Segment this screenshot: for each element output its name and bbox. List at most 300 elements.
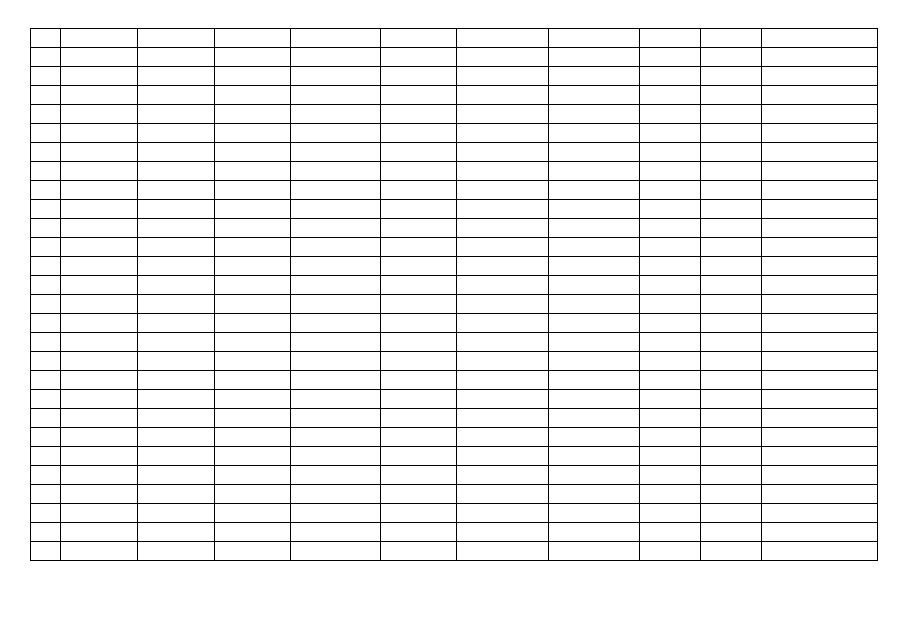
locality bbox=[457, 295, 549, 314]
street bbox=[549, 428, 640, 447]
house-number bbox=[640, 314, 701, 333]
row-number bbox=[31, 371, 61, 390]
district bbox=[291, 542, 381, 561]
table-row bbox=[31, 200, 878, 219]
row-number bbox=[31, 48, 61, 67]
row-number bbox=[31, 143, 61, 162]
cadastral-number-secondary bbox=[138, 504, 215, 523]
table-row bbox=[31, 48, 878, 67]
empty-cell bbox=[215, 409, 291, 428]
empty-cell bbox=[215, 333, 291, 352]
locality bbox=[457, 67, 549, 86]
district bbox=[291, 257, 381, 276]
extra-value bbox=[762, 238, 878, 257]
street bbox=[549, 48, 640, 67]
extra-value bbox=[762, 86, 878, 105]
cadastral-number bbox=[61, 352, 138, 371]
cadastral-number-secondary bbox=[138, 485, 215, 504]
house-number bbox=[640, 257, 701, 276]
empty-cell bbox=[215, 295, 291, 314]
cadastral-number bbox=[61, 105, 138, 124]
locality bbox=[457, 86, 549, 105]
house-number bbox=[640, 352, 701, 371]
empty-cell bbox=[215, 143, 291, 162]
locality bbox=[457, 29, 549, 48]
table-row bbox=[31, 238, 878, 257]
empty-cell bbox=[381, 48, 457, 67]
row-number bbox=[31, 257, 61, 276]
street bbox=[549, 485, 640, 504]
empty-cell bbox=[215, 219, 291, 238]
district bbox=[291, 48, 381, 67]
empty-cell bbox=[215, 124, 291, 143]
cadastral-number bbox=[61, 143, 138, 162]
cadastral-number bbox=[61, 390, 138, 409]
cadastral-number bbox=[61, 257, 138, 276]
street bbox=[549, 124, 640, 143]
table-row bbox=[31, 86, 878, 105]
extra-value bbox=[762, 29, 878, 48]
table-row bbox=[31, 276, 878, 295]
house-number bbox=[640, 523, 701, 542]
table-row bbox=[31, 409, 878, 428]
street bbox=[549, 390, 640, 409]
row-number bbox=[31, 124, 61, 143]
cadastral-number-secondary bbox=[138, 466, 215, 485]
row-number bbox=[31, 314, 61, 333]
street bbox=[549, 143, 640, 162]
cadastral-number-secondary bbox=[138, 257, 215, 276]
house-number bbox=[640, 542, 701, 561]
locality bbox=[457, 48, 549, 67]
empty-cell bbox=[701, 314, 762, 333]
empty-cell bbox=[215, 314, 291, 333]
locality bbox=[457, 257, 549, 276]
cadastral-number bbox=[61, 181, 138, 200]
empty-cell bbox=[701, 295, 762, 314]
cadastral-number-secondary bbox=[138, 162, 215, 181]
cadastral-number bbox=[61, 333, 138, 352]
empty-cell bbox=[381, 542, 457, 561]
empty-cell bbox=[215, 352, 291, 371]
district bbox=[291, 466, 381, 485]
district bbox=[291, 276, 381, 295]
extra-value bbox=[762, 485, 878, 504]
street bbox=[549, 67, 640, 86]
empty-cell bbox=[701, 67, 762, 86]
empty-cell bbox=[381, 181, 457, 200]
table-row bbox=[31, 105, 878, 124]
district bbox=[291, 238, 381, 257]
cadastral-number bbox=[61, 124, 138, 143]
empty-cell bbox=[701, 181, 762, 200]
extra-value bbox=[762, 105, 878, 124]
house-number bbox=[640, 428, 701, 447]
extra-value bbox=[762, 48, 878, 67]
table-row bbox=[31, 29, 878, 48]
house-number bbox=[640, 143, 701, 162]
table-row bbox=[31, 181, 878, 200]
cadastral-number-secondary bbox=[138, 333, 215, 352]
row-number bbox=[31, 86, 61, 105]
street bbox=[549, 257, 640, 276]
empty-cell bbox=[701, 504, 762, 523]
cadastral-number bbox=[61, 295, 138, 314]
empty-cell bbox=[215, 238, 291, 257]
house-number bbox=[640, 371, 701, 390]
cadastral-number-secondary bbox=[138, 352, 215, 371]
house-number bbox=[640, 504, 701, 523]
empty-cell bbox=[701, 523, 762, 542]
table-row bbox=[31, 257, 878, 276]
empty-cell bbox=[381, 390, 457, 409]
empty-cell bbox=[215, 29, 291, 48]
street bbox=[549, 276, 640, 295]
cadastral-number-secondary bbox=[138, 542, 215, 561]
empty-cell bbox=[215, 371, 291, 390]
house-number bbox=[640, 409, 701, 428]
cadastral-number bbox=[61, 200, 138, 219]
extra-value bbox=[762, 352, 878, 371]
cadastral-number bbox=[61, 523, 138, 542]
cadastral-number-secondary bbox=[138, 67, 215, 86]
extra-value bbox=[762, 314, 878, 333]
cadastral-number bbox=[61, 276, 138, 295]
empty-cell bbox=[701, 105, 762, 124]
extra-value bbox=[762, 295, 878, 314]
row-number bbox=[31, 447, 61, 466]
locality bbox=[457, 276, 549, 295]
empty-cell bbox=[215, 48, 291, 67]
empty-cell bbox=[701, 333, 762, 352]
cadastral-number-secondary bbox=[138, 409, 215, 428]
house-number bbox=[640, 485, 701, 504]
extra-value bbox=[762, 504, 878, 523]
cadastral-number-secondary bbox=[138, 447, 215, 466]
empty-cell bbox=[381, 162, 457, 181]
row-number bbox=[31, 333, 61, 352]
cadastral-number bbox=[61, 409, 138, 428]
empty-cell bbox=[215, 542, 291, 561]
extra-value bbox=[762, 219, 878, 238]
cadastral-number bbox=[61, 485, 138, 504]
street bbox=[549, 295, 640, 314]
empty-cell bbox=[701, 219, 762, 238]
cadastral-number-secondary bbox=[138, 523, 215, 542]
table-row bbox=[31, 162, 878, 181]
cadastral-number-secondary bbox=[138, 86, 215, 105]
street bbox=[549, 238, 640, 257]
table-row bbox=[31, 219, 878, 238]
street bbox=[549, 352, 640, 371]
empty-cell bbox=[381, 276, 457, 295]
locality bbox=[457, 466, 549, 485]
empty-cell bbox=[215, 257, 291, 276]
street bbox=[549, 409, 640, 428]
street bbox=[549, 181, 640, 200]
locality bbox=[457, 447, 549, 466]
street bbox=[549, 314, 640, 333]
empty-cell bbox=[381, 504, 457, 523]
table-row bbox=[31, 352, 878, 371]
empty-cell bbox=[381, 409, 457, 428]
cadastral-number-secondary bbox=[138, 219, 215, 238]
locality bbox=[457, 143, 549, 162]
extra-value bbox=[762, 523, 878, 542]
empty-cell bbox=[381, 333, 457, 352]
cadastral-number bbox=[61, 67, 138, 86]
empty-cell bbox=[215, 181, 291, 200]
empty-cell bbox=[215, 485, 291, 504]
empty-cell bbox=[381, 29, 457, 48]
street bbox=[549, 542, 640, 561]
row-number bbox=[31, 105, 61, 124]
locality bbox=[457, 523, 549, 542]
empty-cell bbox=[701, 162, 762, 181]
empty-cell bbox=[381, 485, 457, 504]
row-number bbox=[31, 352, 61, 371]
row-number bbox=[31, 466, 61, 485]
cadastral-number-secondary bbox=[138, 371, 215, 390]
extra-value bbox=[762, 257, 878, 276]
locality bbox=[457, 200, 549, 219]
house-number bbox=[640, 200, 701, 219]
cadastral-number-secondary bbox=[138, 105, 215, 124]
empty-cell bbox=[381, 466, 457, 485]
district bbox=[291, 333, 381, 352]
empty-cell bbox=[215, 200, 291, 219]
locality bbox=[457, 352, 549, 371]
district bbox=[291, 409, 381, 428]
table-row bbox=[31, 124, 878, 143]
extra-value bbox=[762, 542, 878, 561]
cadastral-number-secondary bbox=[138, 181, 215, 200]
district bbox=[291, 181, 381, 200]
extra-value bbox=[762, 162, 878, 181]
district bbox=[291, 200, 381, 219]
house-number bbox=[640, 48, 701, 67]
house-number bbox=[640, 466, 701, 485]
district bbox=[291, 390, 381, 409]
house-number bbox=[640, 219, 701, 238]
table-row bbox=[31, 143, 878, 162]
street bbox=[549, 523, 640, 542]
cadastral-number bbox=[61, 314, 138, 333]
cadastral-number-secondary bbox=[138, 200, 215, 219]
cadastral-number-secondary bbox=[138, 29, 215, 48]
street bbox=[549, 371, 640, 390]
empty-cell bbox=[215, 276, 291, 295]
empty-cell bbox=[381, 124, 457, 143]
cadastral-number bbox=[61, 447, 138, 466]
locality bbox=[457, 333, 549, 352]
district bbox=[291, 314, 381, 333]
house-number bbox=[640, 276, 701, 295]
locality bbox=[457, 314, 549, 333]
empty-cell bbox=[381, 105, 457, 124]
locality bbox=[457, 162, 549, 181]
empty-cell bbox=[701, 48, 762, 67]
extra-value bbox=[762, 390, 878, 409]
cadastral-number bbox=[61, 162, 138, 181]
extra-value bbox=[762, 200, 878, 219]
locality bbox=[457, 504, 549, 523]
street bbox=[549, 200, 640, 219]
extra-value bbox=[762, 67, 878, 86]
table-row bbox=[31, 542, 878, 561]
cadastral-number-secondary bbox=[138, 295, 215, 314]
house-number bbox=[640, 181, 701, 200]
table-row bbox=[31, 447, 878, 466]
district bbox=[291, 67, 381, 86]
district bbox=[291, 105, 381, 124]
cadastral-number bbox=[61, 371, 138, 390]
cadastral-number bbox=[61, 466, 138, 485]
street bbox=[549, 29, 640, 48]
empty-cell bbox=[381, 352, 457, 371]
empty-cell bbox=[701, 542, 762, 561]
table-row bbox=[31, 390, 878, 409]
empty-cell bbox=[701, 238, 762, 257]
table-row bbox=[31, 466, 878, 485]
empty-cell bbox=[215, 523, 291, 542]
district bbox=[291, 523, 381, 542]
locality bbox=[457, 428, 549, 447]
extra-value bbox=[762, 447, 878, 466]
empty-cell bbox=[701, 124, 762, 143]
district bbox=[291, 86, 381, 105]
cadastral-number bbox=[61, 542, 138, 561]
locality bbox=[457, 390, 549, 409]
empty-cell bbox=[215, 466, 291, 485]
district bbox=[291, 29, 381, 48]
street bbox=[549, 333, 640, 352]
extra-value bbox=[762, 276, 878, 295]
empty-cell bbox=[215, 447, 291, 466]
extra-value bbox=[762, 428, 878, 447]
registry-rows bbox=[31, 29, 878, 561]
empty-cell bbox=[701, 390, 762, 409]
district bbox=[291, 504, 381, 523]
row-number bbox=[31, 29, 61, 48]
district bbox=[291, 143, 381, 162]
empty-cell bbox=[381, 143, 457, 162]
locality bbox=[457, 181, 549, 200]
table-row bbox=[31, 523, 878, 542]
extra-value bbox=[762, 333, 878, 352]
empty-cell bbox=[215, 67, 291, 86]
cadastral-number-secondary bbox=[138, 238, 215, 257]
extra-value bbox=[762, 143, 878, 162]
cadastral-number bbox=[61, 428, 138, 447]
street bbox=[549, 466, 640, 485]
empty-cell bbox=[381, 447, 457, 466]
empty-cell bbox=[215, 428, 291, 447]
locality bbox=[457, 105, 549, 124]
locality bbox=[457, 371, 549, 390]
house-number bbox=[640, 333, 701, 352]
locality bbox=[457, 219, 549, 238]
district bbox=[291, 371, 381, 390]
empty-cell bbox=[381, 219, 457, 238]
empty-cell bbox=[701, 428, 762, 447]
extra-value bbox=[762, 124, 878, 143]
empty-cell bbox=[381, 67, 457, 86]
empty-cell bbox=[381, 371, 457, 390]
cadastral-number bbox=[61, 86, 138, 105]
extra-value bbox=[762, 466, 878, 485]
empty-cell bbox=[701, 29, 762, 48]
house-number bbox=[640, 67, 701, 86]
row-number bbox=[31, 542, 61, 561]
row-number bbox=[31, 485, 61, 504]
district bbox=[291, 295, 381, 314]
registry-table bbox=[30, 28, 878, 561]
house-number bbox=[640, 295, 701, 314]
district bbox=[291, 219, 381, 238]
locality bbox=[457, 485, 549, 504]
table-row bbox=[31, 295, 878, 314]
street bbox=[549, 447, 640, 466]
empty-cell bbox=[701, 371, 762, 390]
cadastral-number bbox=[61, 29, 138, 48]
house-number bbox=[640, 105, 701, 124]
row-number bbox=[31, 390, 61, 409]
house-number bbox=[640, 124, 701, 143]
street bbox=[549, 504, 640, 523]
table-row bbox=[31, 67, 878, 86]
empty-cell bbox=[215, 86, 291, 105]
district bbox=[291, 352, 381, 371]
extra-value bbox=[762, 409, 878, 428]
row-number bbox=[31, 162, 61, 181]
table-row bbox=[31, 333, 878, 352]
empty-cell bbox=[701, 485, 762, 504]
cadastral-number-secondary bbox=[138, 143, 215, 162]
locality bbox=[457, 238, 549, 257]
table-row bbox=[31, 485, 878, 504]
extra-value bbox=[762, 371, 878, 390]
cadastral-number-secondary bbox=[138, 390, 215, 409]
house-number bbox=[640, 238, 701, 257]
row-number bbox=[31, 504, 61, 523]
row-number bbox=[31, 409, 61, 428]
table-row bbox=[31, 371, 878, 390]
empty-cell bbox=[701, 86, 762, 105]
empty-cell bbox=[381, 523, 457, 542]
cadastral-number bbox=[61, 48, 138, 67]
house-number bbox=[640, 86, 701, 105]
extra-value bbox=[762, 181, 878, 200]
house-number bbox=[640, 390, 701, 409]
empty-cell bbox=[215, 162, 291, 181]
empty-cell bbox=[215, 390, 291, 409]
district bbox=[291, 428, 381, 447]
cadastral-number-secondary bbox=[138, 124, 215, 143]
empty-cell bbox=[381, 257, 457, 276]
row-number bbox=[31, 181, 61, 200]
empty-cell bbox=[701, 257, 762, 276]
house-number bbox=[640, 162, 701, 181]
house-number bbox=[640, 29, 701, 48]
empty-cell bbox=[381, 295, 457, 314]
street bbox=[549, 162, 640, 181]
district bbox=[291, 485, 381, 504]
row-number bbox=[31, 67, 61, 86]
empty-cell bbox=[215, 105, 291, 124]
locality bbox=[457, 124, 549, 143]
empty-cell bbox=[701, 352, 762, 371]
